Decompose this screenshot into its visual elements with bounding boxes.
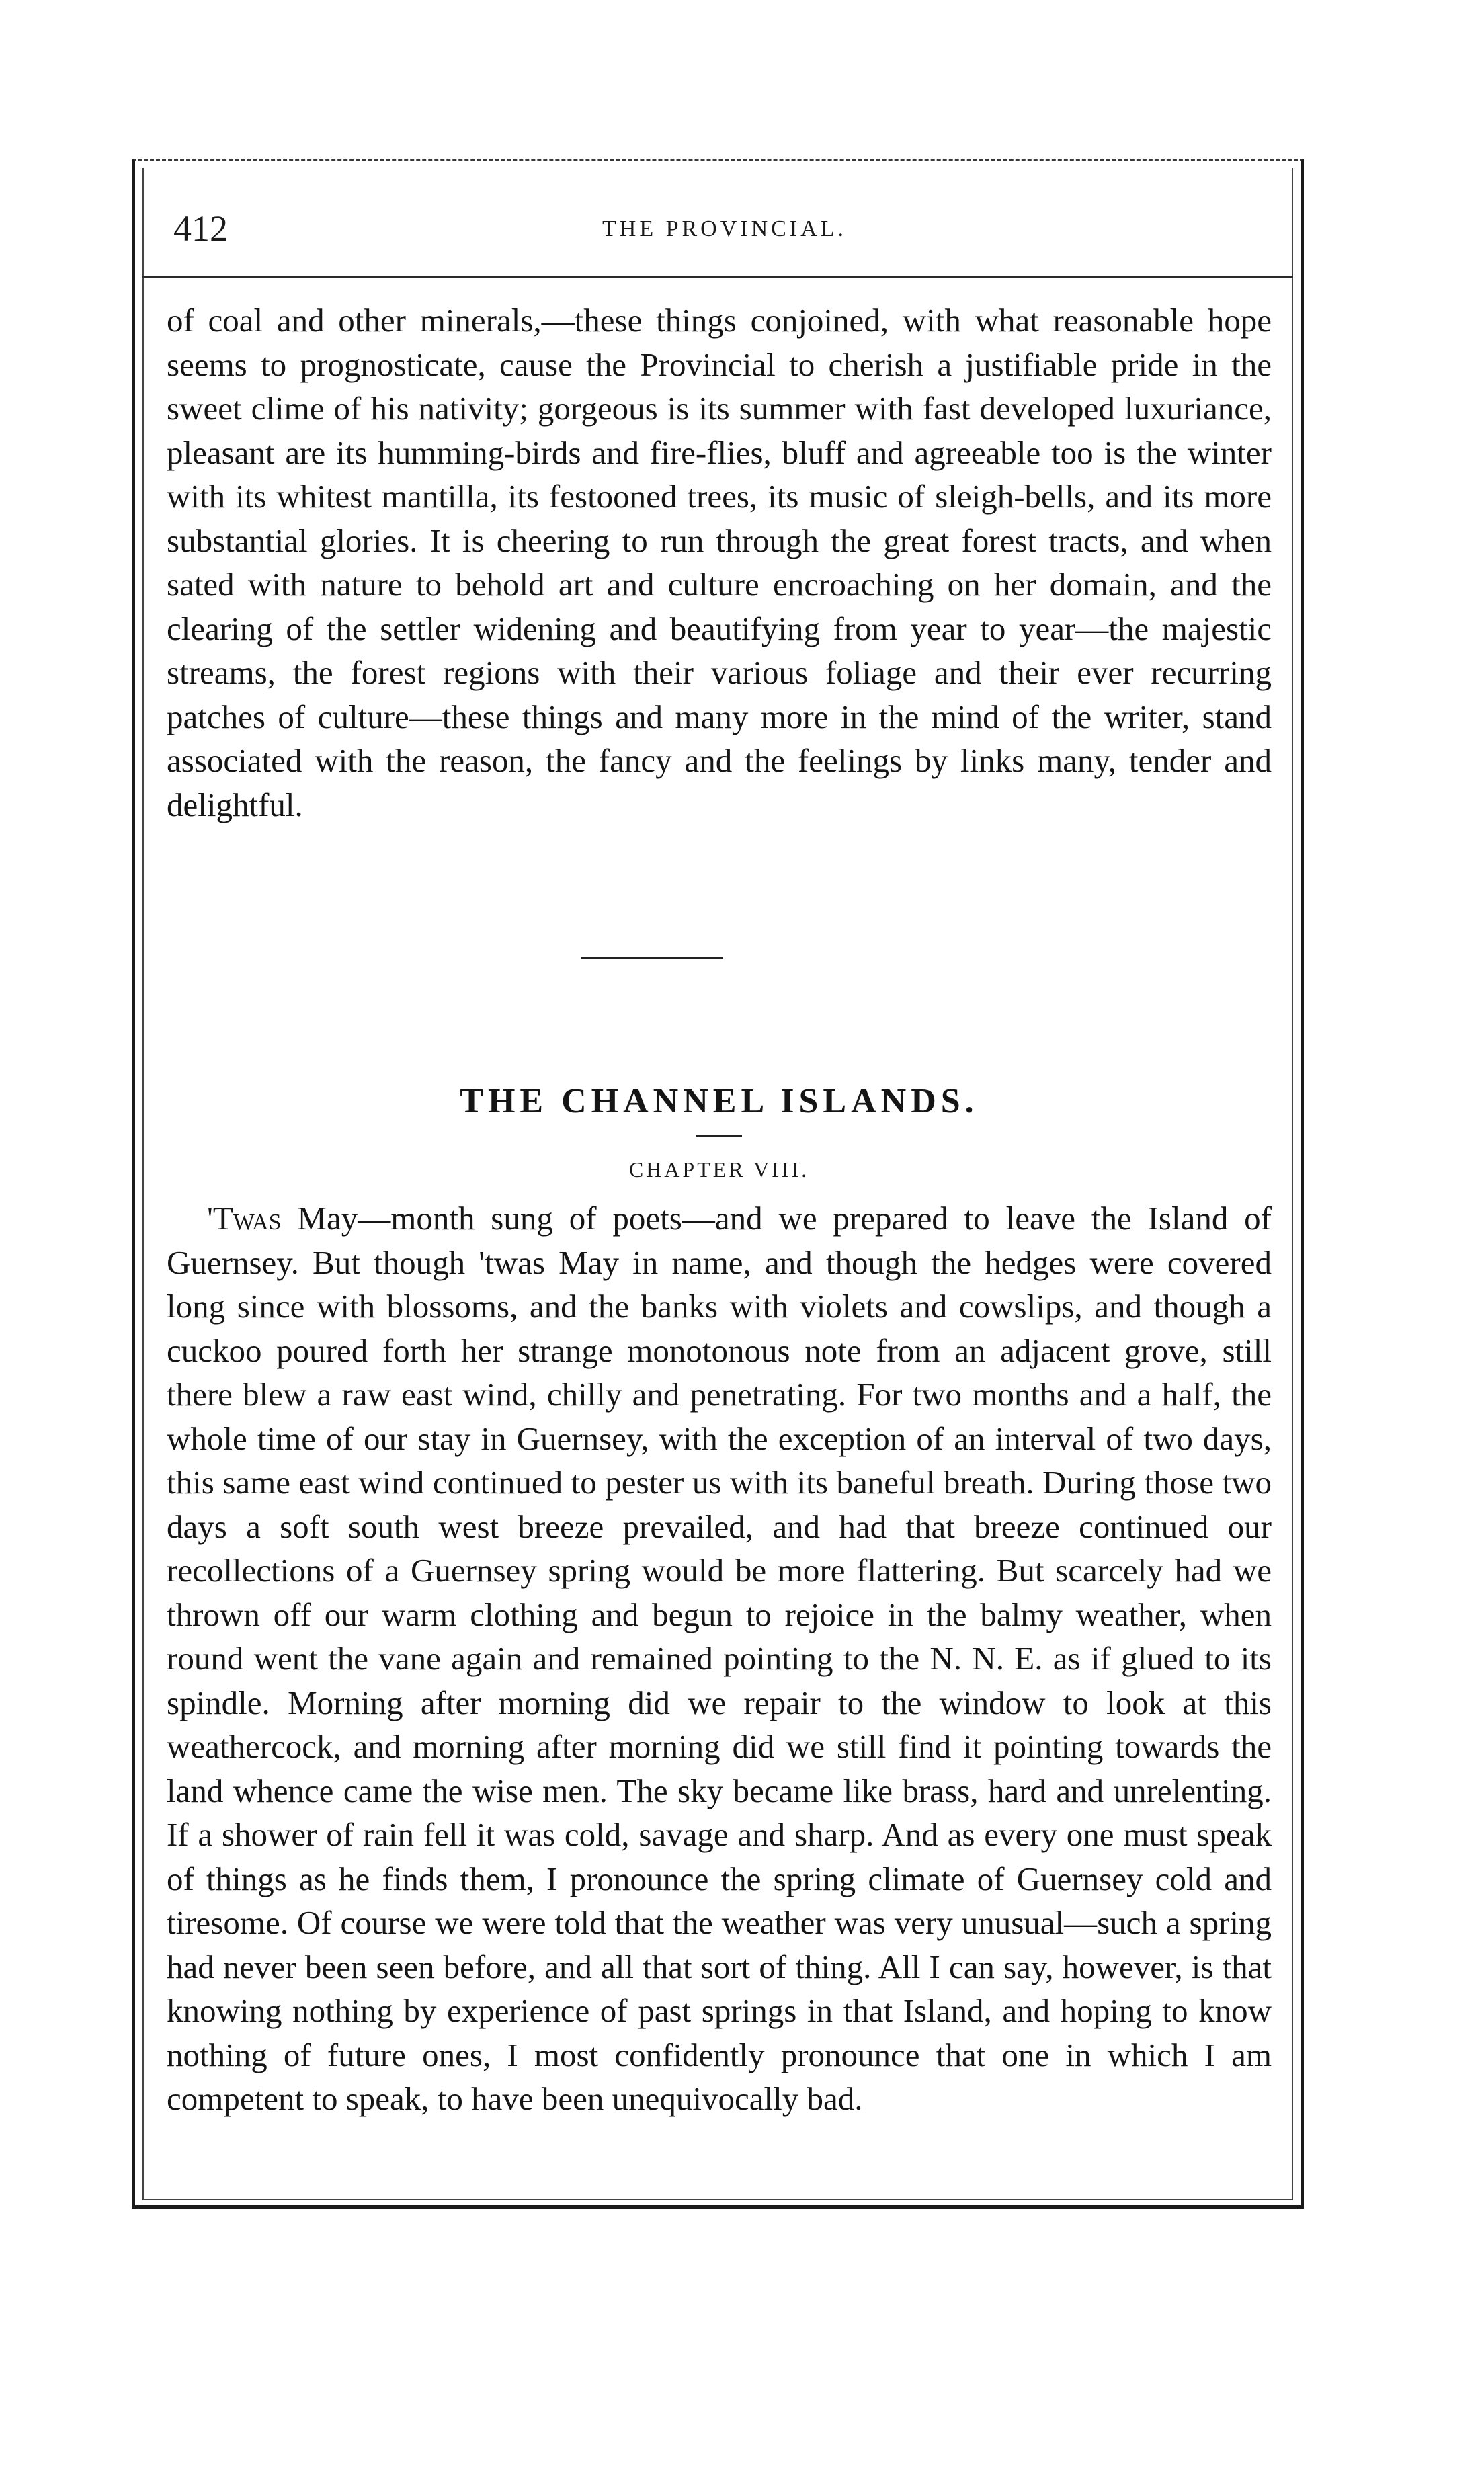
title-rule [696, 1135, 742, 1137]
running-head [173, 202, 1276, 255]
article-paragraph [167, 1196, 1272, 2121]
article-body-text: May—month sung of poets—and we prepared to leave the Island of Guernsey. But though 'twas May in name, and though the hedges were covered long since with blossoms, and the banks with violets and cowslips, and though a cuckoo poured forth her strange monotonous note from an adjacent grove, still there blew a raw east wind, chilly and penetrating. For two months and a half, the whole time of our stay in Guernsey, with the exception of an interval of two days, this same east wind continued to pester us with its baneful breath. During those two days a soft south west breeze prevailed, and had that breeze continued our recollections of a Guernsey spring would be more flattering. But scarcely had we thrown off our warm clothing and begun to rejoice in the balmy weather, when round went the vane again and remained pointing to the N. N. E. as if glued to its spindle. Morning after morning did we repair to the window to look at this weathercock, and morning after morning did we still find it pointing towards the land whence came the wise men. The sky became like brass, hard and unrelenting. If a shower of rain fell it was cold, savage and sharp. And as every one must speak of things as he finds them, I pronounce the spring climate of Guernsey cold and tiresome. Of course we were told that the weather was very unusual—such a spring had never been seen before, and all that sort of thing. All I can say, however, is that knowing nothing by experience of past springs in that Island, and hoping to know nothing of future ones, I most confidently pronounce that one in which I am competent to speak, to have been unequivocally bad. [167, 1200, 1272, 2117]
header-rule [142, 276, 1293, 278]
journal-title: THE PROVINCIAL. [602, 216, 847, 241]
article-title: THE CHANNEL ISLANDS. [460, 1082, 979, 1120]
section-divider [581, 957, 723, 959]
continued-paragraph: of coal and other minerals,—these things conjoined, with what reasonable hope seems to prognosticate, cause the Provincial to cherish a justifiable pride in the sweet clime of his nativity; gorgeous is its summer with fast developed luxuriance, pleasant are its humming-birds and fire-flies, bluff and agreeable too is the winter with its whitest mantilla, its festooned trees, its music of sleigh-bells, and its more substantial glories. It is cheering to run through the great forest tracts, and when sated with nature to behold art and culture encroaching on her domain, and the clearing of the settler widening and beautifying from year to year—the majestic streams, the forest regions with their various foliage and their ever recurring patches of culture—these things and many more in the mind of the writer, stand associated with the reason, the fancy and the feelings by links many, tender and delightful. [167, 302, 1272, 823]
opening-word: 'Twas [207, 1200, 282, 1237]
chapter-heading: CHAPTER VIII. [628, 1157, 810, 1182]
page-number: 412 [173, 208, 228, 249]
